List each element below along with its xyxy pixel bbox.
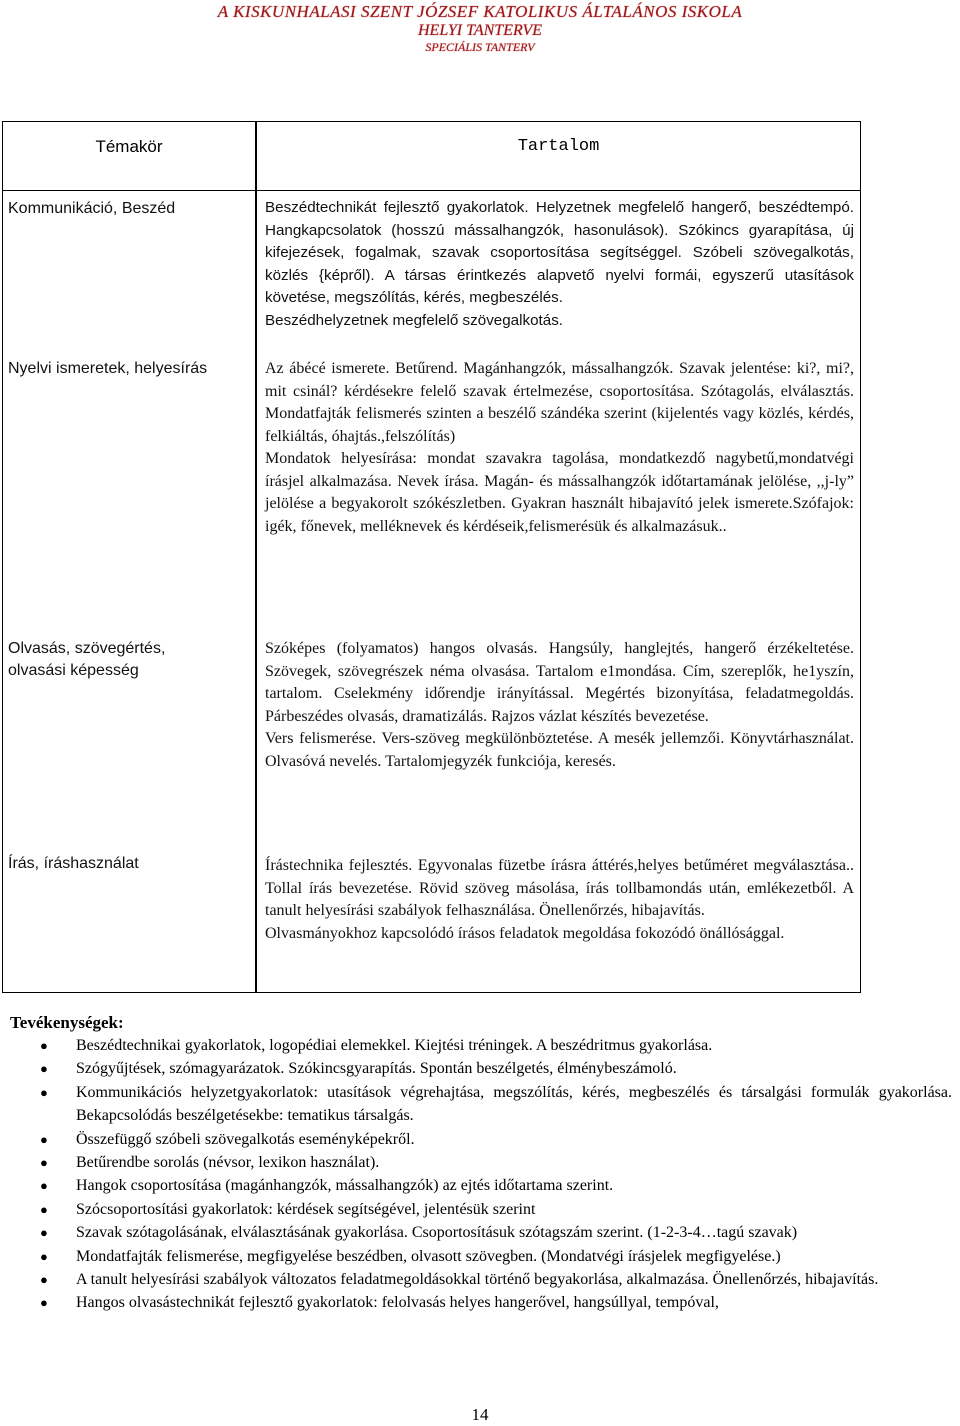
table-head-content: Tartalom [517,137,600,156]
list-item: ● Mondatfajták felismerése, megfigyelése beszédben, olvasott szövegben. (Mondatvégi írásjelek megfigyelése.) [38,1245,952,1268]
page-number: 14 [471,1405,489,1424]
list-item: ● Betűrendbe sorolás (névsor, lexikon használat). [38,1151,952,1174]
topic-writing: Írás, íráshasználat [8,855,139,872]
content-paragraph: Szóképes (folyamatos) hangos olvasás. Hangsúly, hanglejtés, hangerő érzékeltetése. Szövegek, szövegrészek néma olvasása. Tartalom e1mondása. Cím, szereplők, he1yszín, tartalom. Cselekmény időrendje irányítással. Megértés bizonyítása, feladatmegoldás. Párbeszédes olvasás, dramatizálás. Rajzos vázlat készítés bevezetése. [265,640,854,725]
list-item: ● Hangos olvasástechnikát fejlesztő gyakorlatok: felolvasás helyes hangerővel, hangsúllyal, tempóval, [38,1291,952,1314]
activities-list [38,1034,952,1315]
content-paragraph: Beszédhelyzetnek megfelelő szövegalkotás. [265,311,564,329]
topic-communication: Kommunikáció, Beszéd [8,200,176,217]
bullet-icon: ● [40,1248,48,1264]
list-item: ● Hangok csoportosítása (magánhangzók, mássalhangzók) az ejtés időtartama szerint. [38,1174,952,1197]
list-item: ● A tanult helyesírási szabályok változatos feladatmegoldásokkal történő begyakorlása, alkalmazása. Önellenőrzés, hibajavítás. [38,1268,952,1291]
bullet-icon: ● [40,1084,48,1100]
school-name: A KISKUNHALASI SZENT JÓZSEF KATOLIKUS ÁLTALÁNOS ISKOLA [217,2,743,21]
bullet-icon: ● [40,1272,48,1288]
content-writing [265,855,854,945]
list-item: ● Szógyűjtések, szómagyarázatok. Szókincsgyarapítás. Spontán beszélgetés, élménybeszámoló. [38,1057,952,1080]
content-paragraph: Az ábécé ismerete. Betűrend. Magánhangzók, mássalhangzók. Szavak jelentése: ki?, mi?, mit csinál? kérdésekre felelő szavak értelmezése, csoportosítása. Szótagolás, elválasztás. Mondatfajták felismerés szinten a beszélő szándéka szerint (kijelentés vagy közlés, kérdés, felkiáltás, óhajtás.,felszólítás) [265,360,854,445]
list-item: ● Szavak szótagolásának, elválasztásának gyakorlása. Csoportosításuk szótagszám szerint. (1-2-3-4…tagú szavak) [38,1221,952,1244]
list-item: ● Beszédtechnikai gyakorlatok, logopédiai elemekkel. Kiejtési tréningek. A beszédritmus gyakorlása. [38,1034,952,1057]
content-paragraph: Beszédtechnikát fejlesztő gyakorlatok. Helyzetnek megfelelő hangerő, beszédtempó. Hangkapcsolatok (hosszú mássalhangzók, hasonulások). Szókincs gyarapítása, új kifejezések, fogalmak, szavak csoportosítása segítséggel. Szóbeli szövegalkotás, közlés {képről). A társas érintkezés alapvető nyelvi formái, egyszerű utasítások követése, megszólítás, kérés, megbeszélés. [265,199,854,306]
bullet-icon: ● [40,1061,48,1077]
list-item: ● Kommunikációs helyzetgyakorlatok: utasítások végrehajtása, megszólítás, kérés, megbeszélés és társalgási formulák gyakorlása. Bekapcsolódás beszélgetésekbe: tematikus társalgás. [38,1081,952,1128]
content-communication [265,197,854,332]
list-item: ● Szócsoportosítási gyakorlatok: kérdések segítségével, jelentésük szerint [38,1198,952,1221]
bullet-icon: ● [40,1131,48,1147]
table-header-cell-content [256,121,861,191]
curriculum-title: HELYI TANTERVE [418,21,542,39]
content-paragraph: Írástechnika fejlesztés. Egyvonalas füzetbe írásra áttérés,helyes betűméret megválasztása.. Tollal írás bevezetése. Rövid szöveg másolása, írás tollbamondás után, emlékezetből. A tanult helyesírási szabályok felhasználása. Önellenőrzés, hibajavítás. [265,857,854,919]
bullet-icon: ● [40,1225,48,1241]
content-paragraph: Mondatok helyesírása: mondat szavakra tagolása, mondatkezdő nagybetű,mondatvégi írásjel alkalmazása. Nevek írása. Magán- és mássalhangzók időtartamának jelölése, ,,j-ly” jelölése a begyakorolt szókészletben. Gyakran használt hibajavító jelek ismerete.Szófajok: igék, főnevek, melléknevek és kérdéseik,felismerésük és alkalmazásuk.. [265,450,854,535]
table-head-topic: Témakör [95,137,163,156]
content-paragraph: Olvasmányokhoz kapcsolódó írásos feladatok megoldása fokozódó önállósággal. [265,924,785,942]
bullet-icon: ● [40,1295,48,1311]
topic-reading: Olvasás, szövegértés, olvasási képesség [8,640,166,679]
list-item: ● Összefüggő szóbeli szövegalkotás eseményképekről. [38,1128,952,1151]
bullet-icon: ● [40,1201,48,1217]
bullet-icon: ● [40,1178,48,1194]
curriculum-subtitle: SPECIÁLIS TANTERV [425,39,535,54]
content-paragraph: Vers felismerése. Vers-szöveg megkülönböztetése. A mesék jellemzői. Könyvtárhasználat. Olvasóvá nevelés. Tartalomjegyzék funkciója, keresés. [265,730,854,770]
activities-title: Tevékenységek: [10,1013,124,1032]
bullet-icon: ● [40,1155,48,1171]
page-header [0,2,960,55]
bullet-icon: ● [40,1038,48,1053]
content-language [265,358,854,538]
content-reading [265,638,854,773]
topic-language: Nyelvi ismeretek, helyesírás [8,360,208,377]
